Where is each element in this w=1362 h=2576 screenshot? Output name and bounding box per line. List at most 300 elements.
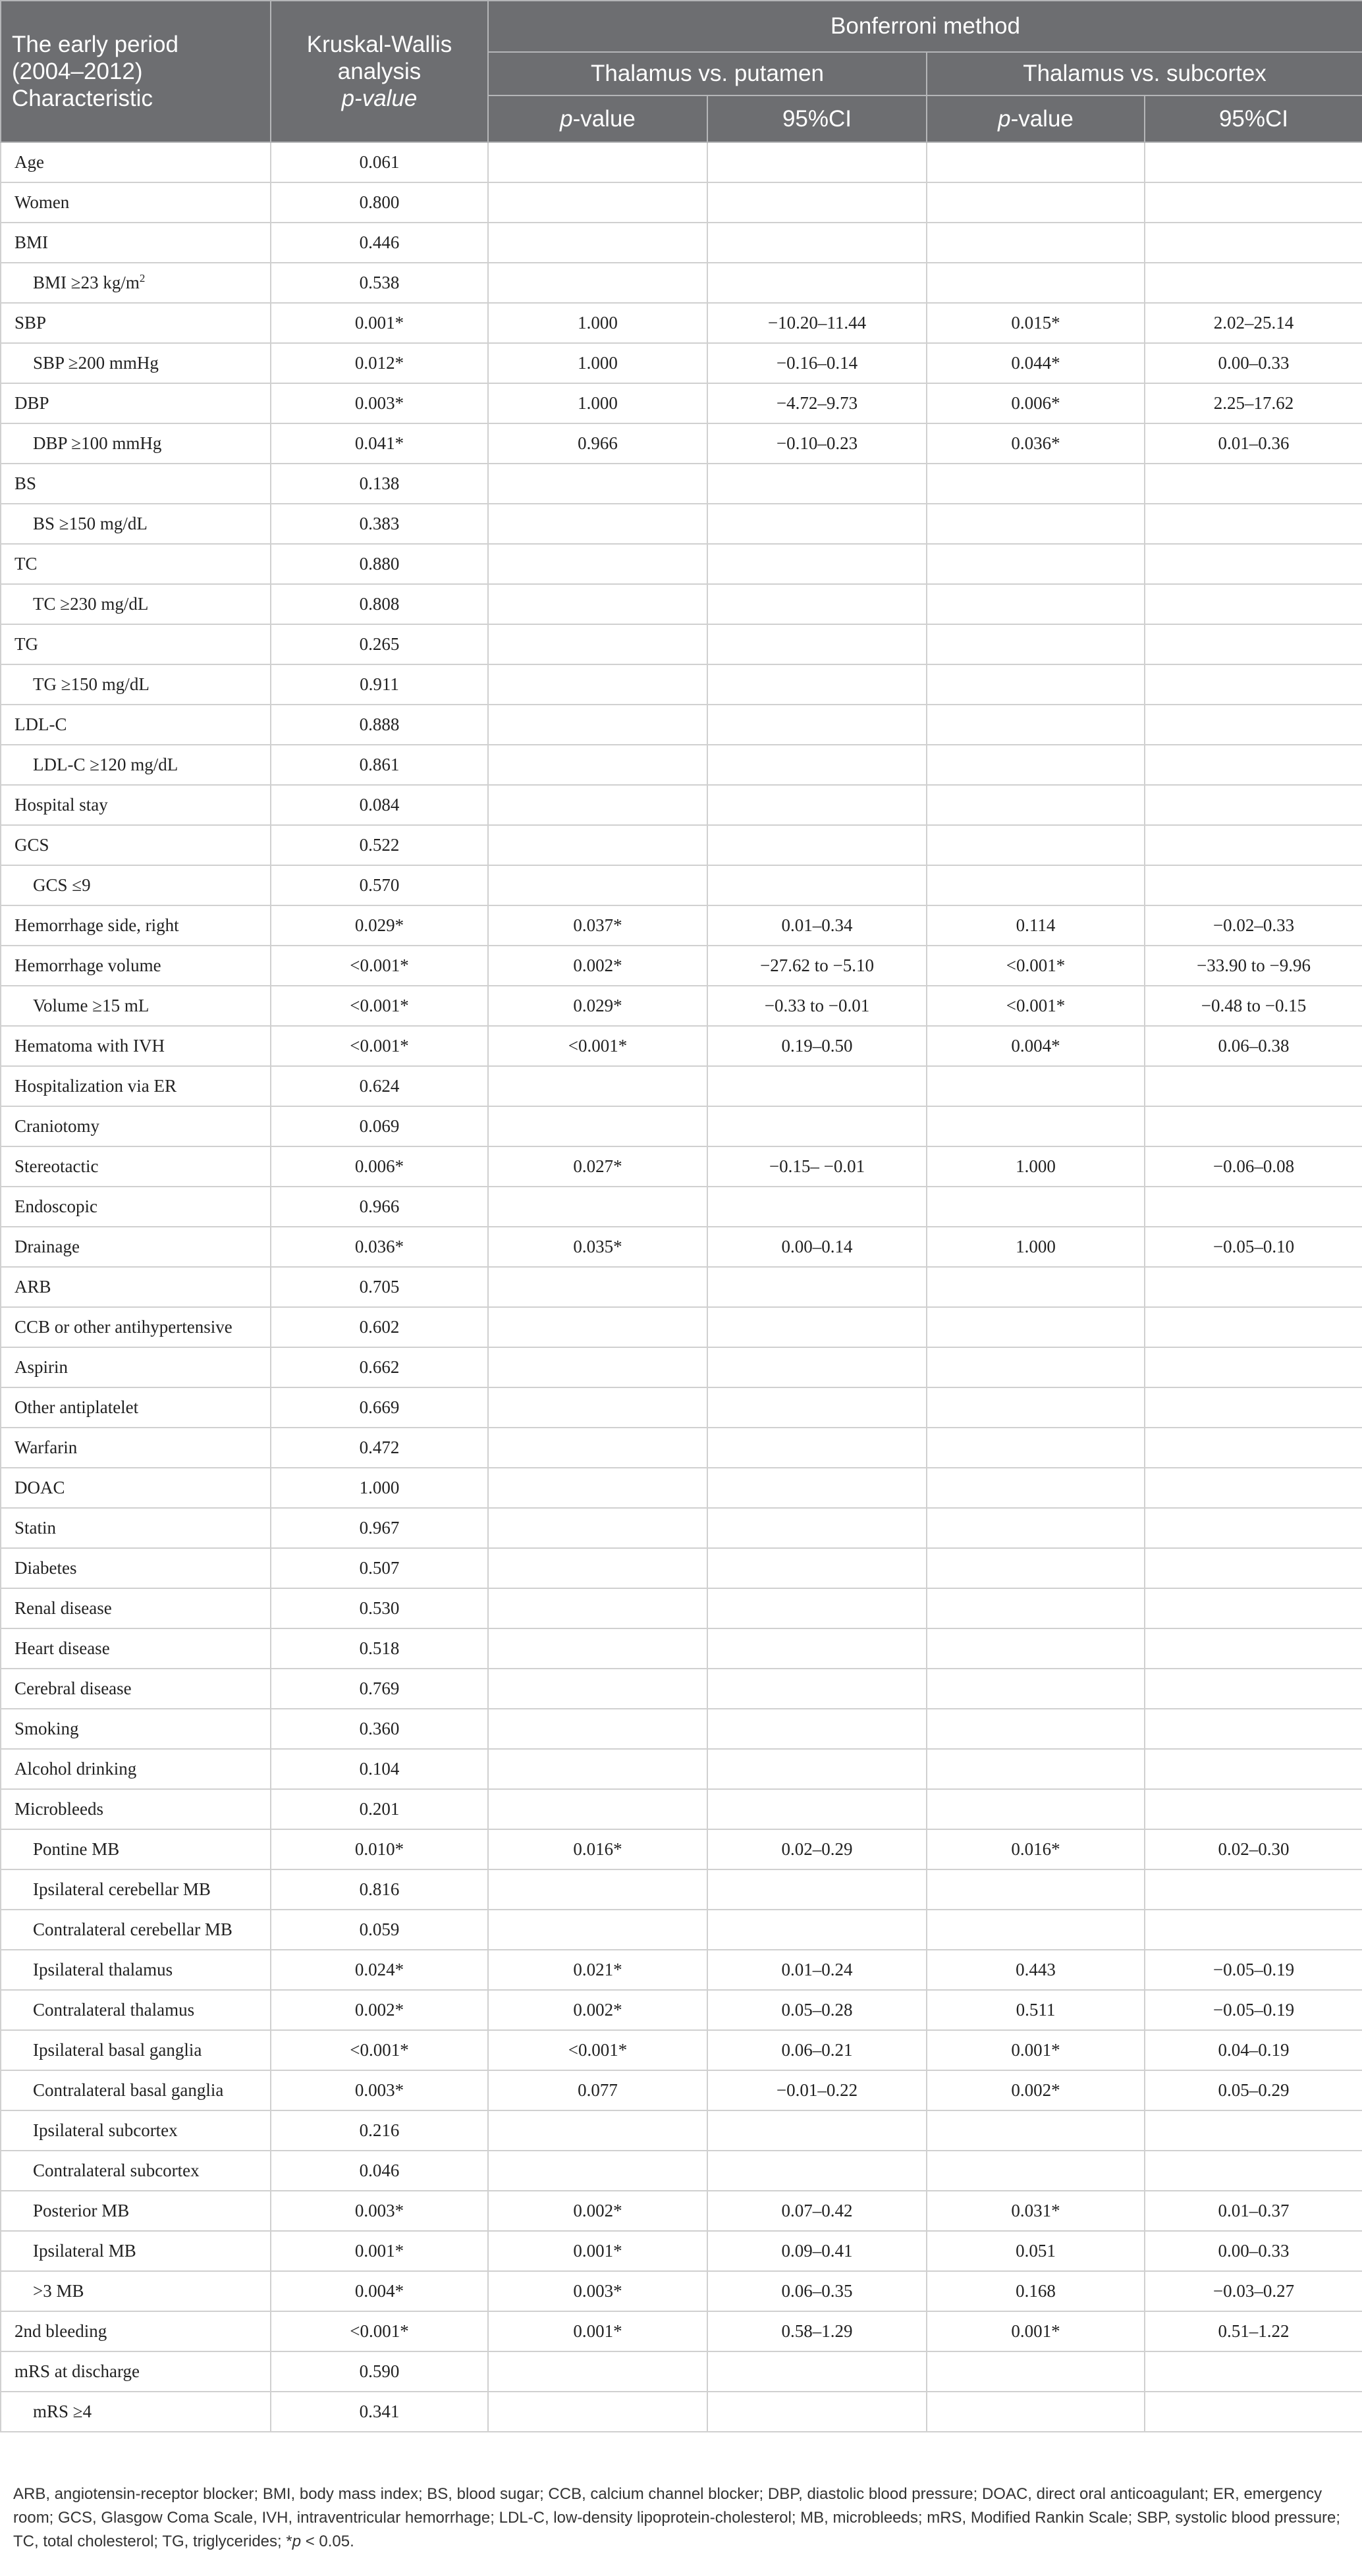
- header-ts-p-letter: p: [998, 105, 1011, 132]
- header-kw-line3: p-value: [341, 86, 418, 111]
- cell-thalamus-subcortex-p: [927, 504, 1145, 544]
- cell-kruskal-wallis-p: <0.001*: [271, 2311, 488, 2351]
- cell-thalamus-putamen-p: [488, 785, 707, 825]
- characteristic-label: TG ≥150 mg/dL: [33, 674, 150, 694]
- cell-thalamus-subcortex-p: 0.006*: [927, 383, 1145, 423]
- table-row: [1, 1307, 1362, 1347]
- cell-thalamus-putamen-ci: 0.58–1.29: [707, 2311, 927, 2351]
- cell-thalamus-putamen-ci: 0.00–0.14: [707, 1227, 927, 1267]
- cell-thalamus-subcortex-p: [927, 1669, 1145, 1709]
- table-row: [1, 624, 1362, 664]
- table-row: [1, 2271, 1362, 2311]
- table-row: [1, 1910, 1362, 1950]
- cell-kruskal-wallis-p: 0.138: [271, 464, 488, 504]
- cell-thalamus-subcortex-ci: 0.00–0.33: [1145, 2231, 1362, 2271]
- cell-thalamus-subcortex-ci: [1145, 1307, 1362, 1347]
- cell-characteristic: [1, 584, 271, 624]
- cell-kruskal-wallis-p: 0.046: [271, 2151, 488, 2191]
- table-row: [1, 705, 1362, 745]
- characteristic-label: >3 MB: [33, 2281, 84, 2301]
- characteristic-label: Ipsilateral thalamus: [33, 1960, 173, 1979]
- cell-thalamus-subcortex-p: 0.036*: [927, 423, 1145, 464]
- cell-thalamus-putamen-p: 1.000: [488, 303, 707, 343]
- cell-thalamus-putamen-p: 0.037*: [488, 905, 707, 946]
- cell-thalamus-subcortex-ci: −0.02–0.33: [1145, 905, 1362, 946]
- cell-thalamus-subcortex-ci: [1145, 1789, 1362, 1829]
- cell-thalamus-putamen-p: 0.027*: [488, 1146, 707, 1187]
- cell-thalamus-subcortex-ci: [1145, 1267, 1362, 1307]
- cell-kruskal-wallis-p: <0.001*: [271, 1026, 488, 1066]
- cell-thalamus-subcortex-ci: [1145, 142, 1362, 182]
- table-row: [1, 1267, 1362, 1307]
- cell-thalamus-subcortex-ci: [1145, 2392, 1362, 2432]
- cell-thalamus-putamen-ci: −0.16–0.14: [707, 343, 927, 383]
- cell-thalamus-subcortex-ci: 0.06–0.38: [1145, 1026, 1362, 1066]
- cell-thalamus-subcortex-p: [927, 142, 1145, 182]
- characteristic-label: TC ≥230 mg/dL: [33, 594, 149, 614]
- cell-thalamus-subcortex-p: [927, 865, 1145, 905]
- cell-thalamus-subcortex-ci: [1145, 2151, 1362, 2191]
- cell-thalamus-subcortex-p: 0.031*: [927, 2191, 1145, 2231]
- cell-thalamus-putamen-ci: [707, 1749, 927, 1789]
- characteristic-label: Pontine MB: [33, 1839, 120, 1859]
- cell-thalamus-putamen-ci: −0.33 to −0.01: [707, 986, 927, 1026]
- cell-thalamus-putamen-p: [488, 2110, 707, 2151]
- cell-thalamus-subcortex-ci: −0.48 to −0.15: [1145, 986, 1362, 1026]
- table-row: [1, 946, 1362, 986]
- characteristic-label: LDL-C: [14, 714, 67, 734]
- table-row: [1, 2311, 1362, 2351]
- cell-kruskal-wallis-p: <0.001*: [271, 946, 488, 986]
- characteristic-label: TC: [14, 554, 38, 574]
- cell-kruskal-wallis-p: 0.590: [271, 2351, 488, 2392]
- table-row: [1, 584, 1362, 624]
- table-row: [1, 1709, 1362, 1749]
- cell-kruskal-wallis-p: 0.004*: [271, 2271, 488, 2311]
- characteristic-label: 2nd bleeding: [14, 2321, 107, 2341]
- cell-kruskal-wallis-p: 0.769: [271, 1669, 488, 1709]
- header-thalamus-vs-putamen: Thalamus vs. putamen: [488, 52, 927, 95]
- cell-thalamus-subcortex-p: 0.051: [927, 2231, 1145, 2271]
- characteristic-label: Statin: [14, 1518, 57, 1538]
- cell-characteristic: [1, 825, 271, 865]
- characteristic-label: Stereotactic: [14, 1156, 99, 1176]
- characteristic-label: SBP ≥200 mmHg: [33, 353, 159, 373]
- cell-thalamus-subcortex-ci: [1145, 1749, 1362, 1789]
- table-row: [1, 1227, 1362, 1267]
- cell-thalamus-subcortex-ci: [1145, 865, 1362, 905]
- cell-thalamus-putamen-p: [488, 142, 707, 182]
- cell-thalamus-subcortex-p: [927, 2351, 1145, 2392]
- cell-thalamus-subcortex-p: [927, 464, 1145, 504]
- table-row: [1, 2030, 1362, 2070]
- cell-thalamus-putamen-p: [488, 624, 707, 664]
- table-header: [1, 1, 1362, 142]
- cell-thalamus-putamen-p: 0.002*: [488, 1990, 707, 2030]
- cell-kruskal-wallis-p: 0.341: [271, 2392, 488, 2432]
- cell-characteristic: [1, 2070, 271, 2110]
- cell-characteristic: [1, 2231, 271, 2271]
- cell-thalamus-putamen-ci: −10.20–11.44: [707, 303, 927, 343]
- cell-thalamus-subcortex-ci: [1145, 1628, 1362, 1669]
- cell-thalamus-subcortex-p: [927, 2392, 1145, 2432]
- cell-characteristic: [1, 504, 271, 544]
- cell-thalamus-putamen-ci: [707, 624, 927, 664]
- characteristic-label: Age: [14, 152, 44, 172]
- cell-characteristic: [1, 2311, 271, 2351]
- table-row: [1, 1829, 1362, 1869]
- cell-thalamus-putamen-p: [488, 1387, 707, 1428]
- cell-kruskal-wallis-p: 0.538: [271, 263, 488, 303]
- table-row: [1, 423, 1362, 464]
- cell-thalamus-putamen-p: <0.001*: [488, 2030, 707, 2070]
- cell-thalamus-putamen-ci: [707, 705, 927, 745]
- cell-thalamus-subcortex-ci: [1145, 263, 1362, 303]
- cell-characteristic: [1, 464, 271, 504]
- characteristic-label: Warfarin: [14, 1437, 78, 1457]
- cell-characteristic: [1, 1869, 271, 1910]
- table-row: [1, 905, 1362, 946]
- cell-thalamus-subcortex-ci: −0.06–0.08: [1145, 1146, 1362, 1187]
- characteristic-label: Ipsilateral cerebellar MB: [33, 1879, 211, 1899]
- header-ts-pvalue: [927, 95, 1145, 142]
- cell-thalamus-putamen-ci: [707, 1267, 927, 1307]
- footnote-text: ARB, angiotensin-receptor blocker; BMI, body mass index; BS, blood sugar; CCB, calcium channel blocker; DBP, diastolic blood pressure; DOAC, direct oral anticoagulant; ER, emergency room; GCS, Glasgow Coma Scale, IVH, intraventricular hemorrhage; LDL-C, low-density lipoprotein-cholesterol; MB, microbleeds; mRS, Modified Rankin Scale; SBP, systolic blood pressure; TC, total cholesterol; TG, triglycerides; *: [13, 2485, 1341, 2550]
- cell-thalamus-subcortex-p: [927, 1307, 1145, 1347]
- cell-characteristic: [1, 785, 271, 825]
- cell-kruskal-wallis-p: 0.816: [271, 1869, 488, 1910]
- cell-thalamus-subcortex-p: [927, 1628, 1145, 1669]
- cell-characteristic: [1, 303, 271, 343]
- cell-thalamus-subcortex-ci: [1145, 825, 1362, 865]
- cell-thalamus-subcortex-ci: [1145, 584, 1362, 624]
- cell-characteristic: [1, 1387, 271, 1428]
- characteristic-label: Aspirin: [14, 1357, 68, 1377]
- characteristic-label: Alcohol drinking: [14, 1759, 137, 1779]
- cell-kruskal-wallis-p: 0.041*: [271, 423, 488, 464]
- cell-thalamus-subcortex-p: [927, 2110, 1145, 2151]
- table-row: [1, 1387, 1362, 1428]
- cell-kruskal-wallis-p: 0.265: [271, 624, 488, 664]
- cell-thalamus-putamen-p: [488, 705, 707, 745]
- characteristic-label: Craniotomy: [14, 1116, 99, 1136]
- cell-thalamus-subcortex-p: 0.016*: [927, 1829, 1145, 1869]
- cell-thalamus-putamen-p: [488, 182, 707, 223]
- cell-kruskal-wallis-p: 0.104: [271, 1749, 488, 1789]
- cell-characteristic: [1, 423, 271, 464]
- cell-thalamus-putamen-ci: [707, 825, 927, 865]
- cell-thalamus-subcortex-ci: [1145, 1869, 1362, 1910]
- header-ts-ci: 95%CI: [1145, 95, 1362, 142]
- characteristic-label: mRS ≥4: [33, 2402, 92, 2421]
- table-row: [1, 182, 1362, 223]
- header-characteristic-line2: (2004–2012): [12, 59, 143, 84]
- cell-thalamus-putamen-ci: [707, 223, 927, 263]
- cell-thalamus-subcortex-ci: 0.01–0.36: [1145, 423, 1362, 464]
- characteristic-label: CCB or other antihypertensive: [14, 1317, 232, 1337]
- cell-thalamus-putamen-p: [488, 464, 707, 504]
- characteristic-label: Microbleeds: [14, 1799, 103, 1819]
- cell-thalamus-putamen-ci: [707, 584, 927, 624]
- header-characteristic-line1: The early period: [12, 32, 178, 57]
- cell-characteristic: [1, 1508, 271, 1548]
- cell-characteristic: [1, 986, 271, 1026]
- cell-thalamus-putamen-p: 0.077: [488, 2070, 707, 2110]
- cell-thalamus-subcortex-p: [927, 1588, 1145, 1628]
- table-row: [1, 865, 1362, 905]
- cell-thalamus-putamen-ci: −0.01–0.22: [707, 2070, 927, 2110]
- characteristic-label: DBP: [14, 393, 49, 413]
- cell-characteristic: [1, 1026, 271, 1066]
- cell-thalamus-putamen-p: [488, 1267, 707, 1307]
- cell-characteristic: [1, 2351, 271, 2392]
- cell-thalamus-putamen-ci: [707, 263, 927, 303]
- characteristic-label: Other antiplatelet: [14, 1397, 139, 1417]
- cell-thalamus-putamen-ci: [707, 182, 927, 223]
- cell-thalamus-subcortex-ci: 2.02–25.14: [1145, 303, 1362, 343]
- cell-thalamus-subcortex-p: [927, 223, 1145, 263]
- characteristic-label: Diabetes: [14, 1558, 77, 1578]
- header-characteristic: [1, 1, 271, 142]
- cell-thalamus-subcortex-ci: [1145, 785, 1362, 825]
- cell-thalamus-putamen-p: [488, 1428, 707, 1468]
- cell-thalamus-subcortex-ci: 0.51–1.22: [1145, 2311, 1362, 2351]
- cell-thalamus-subcortex-ci: [1145, 1669, 1362, 1709]
- cell-thalamus-putamen-ci: 0.07–0.42: [707, 2191, 927, 2231]
- cell-kruskal-wallis-p: 0.800: [271, 182, 488, 223]
- cell-kruskal-wallis-p: 0.024*: [271, 1950, 488, 1990]
- cell-thalamus-subcortex-p: [927, 1267, 1145, 1307]
- cell-thalamus-putamen-ci: [707, 1548, 927, 1588]
- cell-thalamus-putamen-ci: [707, 1387, 927, 1428]
- cell-characteristic: [1, 1307, 271, 1347]
- characteristic-label: Hemorrhage volume: [14, 955, 161, 975]
- cell-kruskal-wallis-p: 0.003*: [271, 2191, 488, 2231]
- cell-thalamus-subcortex-p: [927, 624, 1145, 664]
- table-row: [1, 986, 1362, 1026]
- cell-characteristic: [1, 1709, 271, 1749]
- header-tp-ci: 95%CI: [707, 95, 927, 142]
- cell-characteristic: [1, 1066, 271, 1106]
- cell-thalamus-putamen-ci: [707, 544, 927, 584]
- cell-thalamus-putamen-p: [488, 1869, 707, 1910]
- cell-thalamus-putamen-p: [488, 2151, 707, 2191]
- characteristic-label: BS ≥150 mg/dL: [33, 514, 148, 533]
- characteristic-label: SBP: [14, 313, 47, 333]
- cell-thalamus-putamen-ci: [707, 1187, 927, 1227]
- cell-thalamus-putamen-ci: [707, 2110, 927, 2151]
- cell-thalamus-putamen-ci: [707, 1066, 927, 1106]
- characteristic-label: DBP ≥100 mmHg: [33, 433, 162, 453]
- cell-kruskal-wallis-p: 0.003*: [271, 383, 488, 423]
- cell-thalamus-subcortex-ci: −33.90 to −9.96: [1145, 946, 1362, 986]
- cell-thalamus-putamen-p: [488, 1187, 707, 1227]
- cell-thalamus-subcortex-ci: [1145, 1387, 1362, 1428]
- cell-characteristic: [1, 343, 271, 383]
- characteristic-label: Ipsilateral subcortex: [33, 2120, 178, 2140]
- cell-thalamus-subcortex-ci: [1145, 1709, 1362, 1749]
- characteristic-label: Smoking: [14, 1719, 79, 1738]
- cell-characteristic: [1, 1669, 271, 1709]
- cell-thalamus-subcortex-ci: [1145, 464, 1362, 504]
- header-kw-line2: analysis: [337, 59, 422, 84]
- cell-thalamus-putamen-ci: [707, 464, 927, 504]
- cell-thalamus-subcortex-p: [927, 263, 1145, 303]
- cell-characteristic: [1, 745, 271, 785]
- characteristic-label: Drainage: [14, 1237, 80, 1256]
- cell-characteristic: [1, 1227, 271, 1267]
- cell-thalamus-putamen-ci: [707, 1468, 927, 1508]
- cell-thalamus-subcortex-p: [927, 1066, 1145, 1106]
- cell-thalamus-putamen-ci: [707, 1428, 927, 1468]
- cell-thalamus-putamen-p: [488, 1468, 707, 1508]
- characteristic-label: Contralateral cerebellar MB: [33, 1919, 232, 1939]
- cell-thalamus-putamen-ci: −27.62 to −5.10: [707, 946, 927, 986]
- table-row: [1, 1468, 1362, 1508]
- cell-thalamus-putamen-p: 0.002*: [488, 2191, 707, 2231]
- cell-characteristic: [1, 1146, 271, 1187]
- cell-kruskal-wallis-p: 0.888: [271, 705, 488, 745]
- cell-thalamus-putamen-ci: [707, 1709, 927, 1749]
- cell-thalamus-subcortex-ci: 0.04–0.19: [1145, 2030, 1362, 2070]
- table-row: [1, 2070, 1362, 2110]
- table-row: [1, 1588, 1362, 1628]
- cell-thalamus-putamen-ci: [707, 745, 927, 785]
- cell-thalamus-putamen-ci: [707, 785, 927, 825]
- cell-thalamus-subcortex-p: 0.168: [927, 2271, 1145, 2311]
- cell-kruskal-wallis-p: 0.662: [271, 1347, 488, 1387]
- table-row: [1, 1428, 1362, 1468]
- cell-kruskal-wallis-p: 0.861: [271, 745, 488, 785]
- characteristic-label: BMI: [14, 232, 49, 252]
- cell-thalamus-subcortex-p: [927, 584, 1145, 624]
- cell-characteristic: [1, 865, 271, 905]
- cell-thalamus-putamen-ci: [707, 1588, 927, 1628]
- table-row: [1, 1187, 1362, 1227]
- cell-thalamus-subcortex-p: 0.511: [927, 1990, 1145, 2030]
- cell-thalamus-subcortex-ci: −0.05–0.10: [1145, 1227, 1362, 1267]
- cell-thalamus-subcortex-p: [927, 1869, 1145, 1910]
- characteristic-label: Contralateral subcortex: [33, 2160, 200, 2180]
- characteristic-label: Contralateral thalamus: [33, 2000, 195, 2020]
- cell-thalamus-subcortex-p: <0.001*: [927, 946, 1145, 986]
- cell-thalamus-subcortex-ci: [1145, 705, 1362, 745]
- cell-thalamus-putamen-ci: 0.09–0.41: [707, 2231, 927, 2271]
- cell-thalamus-putamen-p: [488, 1347, 707, 1387]
- table-row: [1, 223, 1362, 263]
- cell-thalamus-subcortex-ci: [1145, 504, 1362, 544]
- characteristic-label: Posterior MB: [33, 2201, 130, 2220]
- cell-thalamus-putamen-p: 0.001*: [488, 2231, 707, 2271]
- cell-thalamus-putamen-p: [488, 1789, 707, 1829]
- table-row: [1, 785, 1362, 825]
- table-row: [1, 664, 1362, 705]
- cell-thalamus-putamen-ci: [707, 2151, 927, 2191]
- characteristic-label: Renal disease: [14, 1598, 112, 1618]
- cell-thalamus-subcortex-p: [927, 1106, 1145, 1146]
- cell-thalamus-putamen-ci: 0.01–0.34: [707, 905, 927, 946]
- cell-thalamus-putamen-ci: [707, 664, 927, 705]
- cell-kruskal-wallis-p: 0.383: [271, 504, 488, 544]
- cell-kruskal-wallis-p: 0.507: [271, 1548, 488, 1588]
- cell-kruskal-wallis-p: 0.446: [271, 223, 488, 263]
- cell-thalamus-putamen-ci: [707, 1669, 927, 1709]
- cell-thalamus-putamen-p: 0.966: [488, 423, 707, 464]
- cell-characteristic: [1, 705, 271, 745]
- cell-thalamus-putamen-p: [488, 1066, 707, 1106]
- cell-thalamus-subcortex-p: [927, 705, 1145, 745]
- cell-thalamus-putamen-p: [488, 1709, 707, 1749]
- cell-thalamus-putamen-p: 0.002*: [488, 946, 707, 986]
- cell-characteristic: [1, 1950, 271, 1990]
- cell-thalamus-subcortex-p: 0.044*: [927, 343, 1145, 383]
- cell-kruskal-wallis-p: 0.001*: [271, 2231, 488, 2271]
- cell-thalamus-subcortex-ci: [1145, 1106, 1362, 1146]
- table-row: [1, 303, 1362, 343]
- cell-thalamus-putamen-p: [488, 865, 707, 905]
- cell-kruskal-wallis-p: 0.669: [271, 1387, 488, 1428]
- cell-characteristic: [1, 664, 271, 705]
- cell-kruskal-wallis-p: 0.472: [271, 1428, 488, 1468]
- cell-kruskal-wallis-p: 0.001*: [271, 303, 488, 343]
- header-bonferroni: Bonferroni method: [488, 1, 1362, 52]
- cell-thalamus-subcortex-ci: [1145, 1910, 1362, 1950]
- cell-thalamus-subcortex-p: 0.015*: [927, 303, 1145, 343]
- cell-kruskal-wallis-p: 0.518: [271, 1628, 488, 1669]
- cell-thalamus-subcortex-ci: [1145, 1187, 1362, 1227]
- cell-thalamus-subcortex-p: [927, 1508, 1145, 1548]
- cell-thalamus-putamen-ci: 0.06–0.21: [707, 2030, 927, 2070]
- cell-thalamus-putamen-ci: [707, 1628, 927, 1669]
- cell-thalamus-subcortex-ci: [1145, 223, 1362, 263]
- cell-thalamus-putamen-p: [488, 1548, 707, 1588]
- cell-kruskal-wallis-p: 0.911: [271, 664, 488, 705]
- cell-kruskal-wallis-p: 0.966: [271, 1187, 488, 1227]
- table-row: [1, 1508, 1362, 1548]
- cell-thalamus-putamen-ci: 0.19–0.50: [707, 1026, 927, 1066]
- cell-thalamus-putamen-ci: [707, 1910, 927, 1950]
- cell-thalamus-putamen-p: [488, 745, 707, 785]
- cell-thalamus-subcortex-ci: [1145, 1066, 1362, 1106]
- cell-thalamus-subcortex-ci: −0.05–0.19: [1145, 1990, 1362, 2030]
- characteristic-label: Women: [14, 192, 70, 212]
- cell-thalamus-putamen-ci: [707, 1347, 927, 1387]
- table-row: [1, 1789, 1362, 1829]
- characteristic-label: DOAC: [14, 1478, 65, 1497]
- header-kruskal-wallis: [271, 1, 488, 142]
- cell-thalamus-putamen-ci: −4.72–9.73: [707, 383, 927, 423]
- cell-thalamus-subcortex-p: 0.001*: [927, 2030, 1145, 2070]
- cell-characteristic: [1, 1468, 271, 1508]
- cell-thalamus-putamen-ci: [707, 142, 927, 182]
- cell-kruskal-wallis-p: 0.967: [271, 1508, 488, 1548]
- header-tp-p-suffix: -value: [572, 105, 636, 132]
- cell-thalamus-putamen-ci: 0.06–0.35: [707, 2271, 927, 2311]
- header-tp-pvalue: [488, 95, 707, 142]
- table-row: [1, 825, 1362, 865]
- cell-thalamus-putamen-p: [488, 504, 707, 544]
- cell-thalamus-subcortex-p: [927, 745, 1145, 785]
- cell-thalamus-putamen-p: [488, 1106, 707, 1146]
- table-row: [1, 464, 1362, 504]
- table-row: [1, 1950, 1362, 1990]
- cell-characteristic: [1, 1789, 271, 1829]
- cell-characteristic: [1, 1628, 271, 1669]
- cell-thalamus-subcortex-p: [927, 182, 1145, 223]
- cell-thalamus-putamen-ci: [707, 1508, 927, 1548]
- cell-characteristic: [1, 2151, 271, 2191]
- cell-characteristic: [1, 182, 271, 223]
